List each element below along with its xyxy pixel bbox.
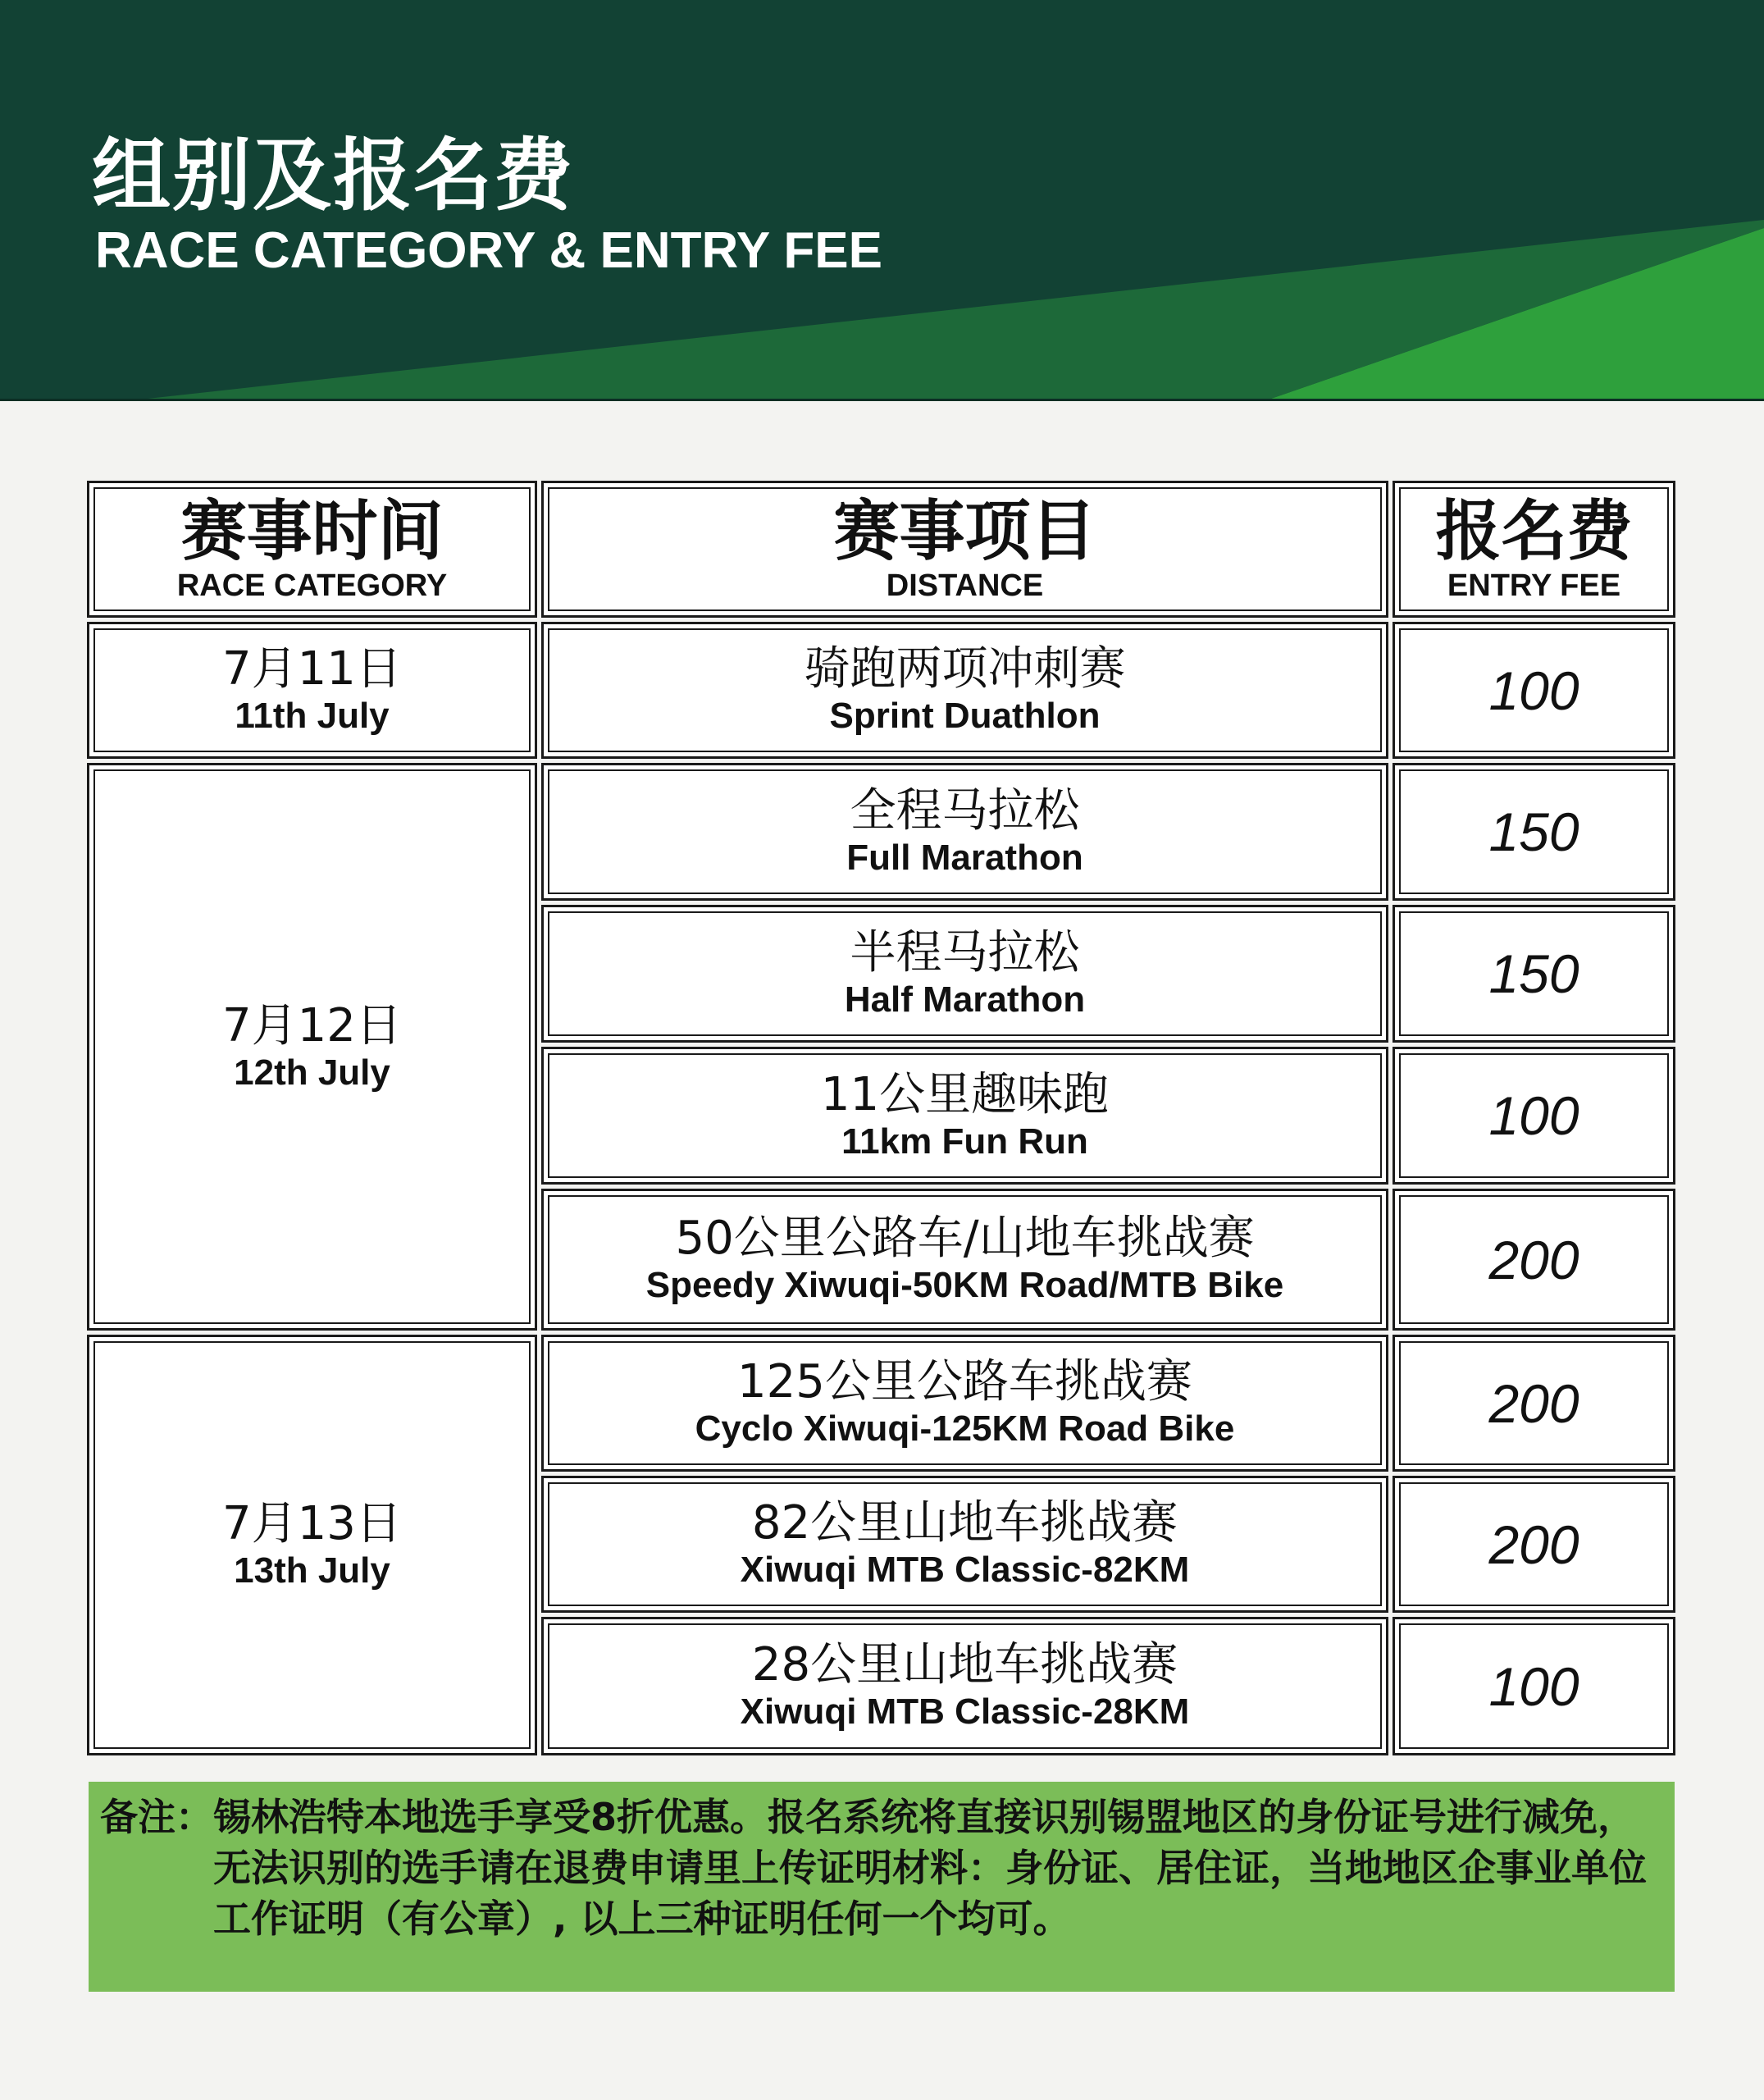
fee-cell <box>1393 763 1675 901</box>
date-cell <box>87 763 537 1331</box>
date-cn: 7月13日 <box>222 1497 402 1550</box>
race-name-en: Full Marathon <box>846 837 1083 878</box>
header-distance <box>541 481 1388 618</box>
fee-value: 200 <box>1488 1372 1579 1434</box>
fee-value: 100 <box>1488 660 1579 721</box>
race-cell <box>541 622 1388 759</box>
fee-cell <box>1393 1047 1675 1185</box>
race-name-en: Speedy Xiwuqi-50KM Road/MTB Bike <box>645 1265 1284 1306</box>
date-cell <box>87 1335 537 1755</box>
date-cn: 7月12日 <box>222 998 402 1052</box>
page-subtitle: RACE CATEGORY & ENTRY FEE <box>95 222 882 279</box>
date-en: 12th July <box>234 1052 390 1093</box>
fee-cell <box>1393 622 1675 759</box>
note-text: 锡林浩特本地选手享受8折优惠。报名系统将直接识别锡盟地区的身份证号进行减免，无法识别的选手请在退费申请里上传证明材料：身份证、居住证，当地地区企事业单位工作证明（有公章）, 以上三种证明任何一个均可。 <box>213 1795 1647 1941</box>
race-cell <box>541 1617 1388 1755</box>
fee-value: 100 <box>1488 1085 1579 1146</box>
fee-value: 200 <box>1488 1513 1579 1575</box>
race-cell <box>541 1189 1388 1331</box>
race-name-cn: 82公里山地车挑战赛 <box>751 1496 1178 1550</box>
fee-cell <box>1393 1476 1675 1613</box>
fee-value: 100 <box>1488 1655 1579 1717</box>
race-cell <box>541 1335 1388 1472</box>
header-race-category <box>87 481 537 618</box>
race-cell <box>541 763 1388 901</box>
page-title: 组别及报名费 <box>92 130 574 221</box>
race-name-cn: 28公里山地车挑战赛 <box>751 1638 1178 1691</box>
race-name-cn: 50公里公路车/山地车挑战赛 <box>675 1212 1255 1265</box>
header-cn: 赛事时间 <box>180 492 444 569</box>
race-name-en: 11km Fun Run <box>841 1121 1088 1162</box>
race-name-en: Sprint Duathlon <box>829 696 1101 737</box>
date-cell <box>87 622 537 759</box>
date-en: 11th July <box>235 696 390 737</box>
note-box <box>89 1782 1675 1992</box>
header-en: DISTANCE <box>886 568 1044 603</box>
fee-value: 150 <box>1488 801 1579 862</box>
fee-value: 200 <box>1488 1229 1579 1290</box>
header-cn: 赛事项目 <box>833 492 1096 569</box>
race-cell <box>541 905 1388 1043</box>
race-name-en: Cyclo Xiwuqi-125KM Road Bike <box>695 1408 1235 1449</box>
fee-cell <box>1393 1617 1675 1755</box>
header-banner <box>0 0 1764 401</box>
race-name-en: Xiwuqi MTB Classic-28KM <box>740 1691 1190 1732</box>
note-label: 备注： <box>100 1795 213 1839</box>
date-cn: 7月11日 <box>222 642 402 696</box>
fee-value: 150 <box>1488 943 1579 1004</box>
race-name-cn: 125公里公路车挑战赛 <box>737 1355 1192 1408</box>
header-cn: 报名费 <box>1435 492 1633 569</box>
race-name-cn: 半程马拉松 <box>850 925 1080 979</box>
date-en: 13th July <box>234 1550 390 1591</box>
header-en: RACE CATEGORY <box>176 568 448 603</box>
race-name-en: Half Marathon <box>844 979 1086 1020</box>
race-name-cn: 全程马拉松 <box>850 783 1080 838</box>
race-cell <box>541 1047 1388 1185</box>
race-cell <box>541 1476 1388 1613</box>
race-name-en: Xiwuqi MTB Classic-82KM <box>740 1550 1190 1591</box>
race-name-cn: 11公里趣味跑 <box>820 1067 1110 1121</box>
header-entry-fee <box>1393 481 1675 618</box>
race-name-cn: 骑跑两项冲刺赛 <box>804 642 1126 696</box>
header-en: ENTRY FEE <box>1447 568 1621 603</box>
fee-cell <box>1393 1189 1675 1331</box>
fee-cell <box>1393 905 1675 1043</box>
fee-cell <box>1393 1335 1675 1472</box>
